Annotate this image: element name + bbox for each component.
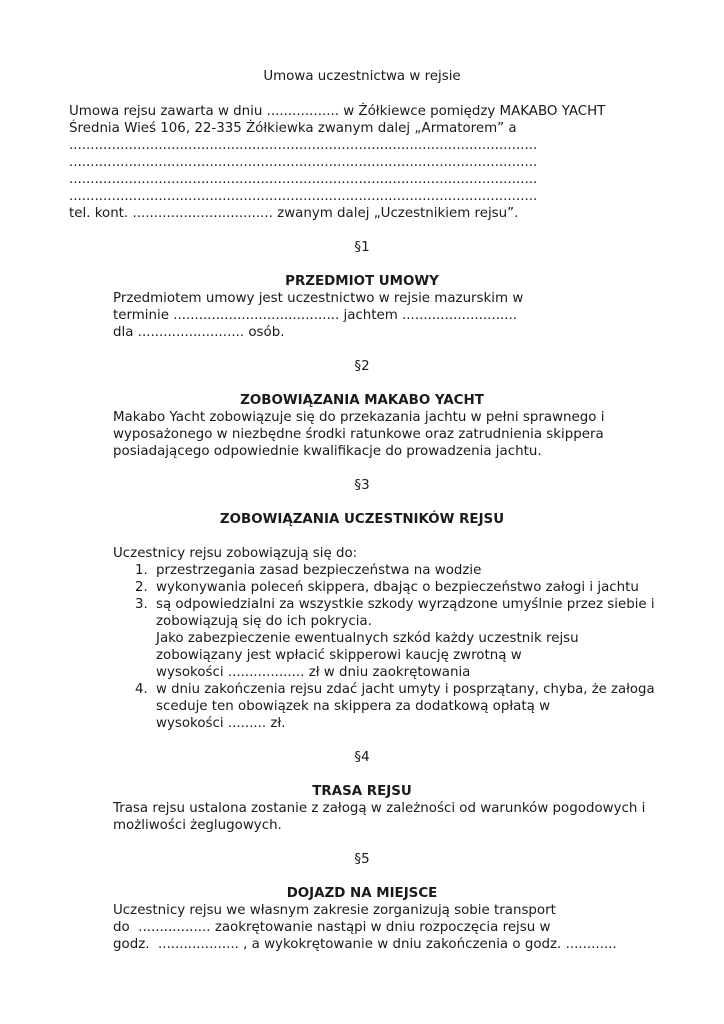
intro-dotted-line-1: .............................................................................................................. [69, 138, 538, 153]
list-number: 4. [135, 682, 148, 697]
section-1-line-1: Przedmiotem umowy jest uczestnictwo w rejsie mazurskim w [113, 291, 524, 306]
list-item-text: sceduje ten obowiązek na skippera za dodatkową opłatą w [156, 699, 551, 714]
list-item-text: przestrzegania zasad bezpieczeństwa na wodzie [156, 563, 482, 578]
list-item-text: zobowiązany jest wpłacić skipperowi kaucję zwrotną w [156, 648, 522, 663]
document-title: Umowa uczestnictwa w rejsie [263, 69, 461, 84]
list-item-text: wykonywania poleceń skippera, dbając o bezpieczeństwo załogi i jachtu [156, 580, 639, 595]
section-1-line-3: dla ......................... osób. [113, 325, 285, 340]
intro-line-2: Średnia Wieś 106, 22-335 Żółkiewka zwanym dalej „Armatorem” a [69, 121, 517, 136]
intro-dotted-line-3: .............................................................................................................. [69, 172, 538, 187]
list-number: 1. [135, 563, 148, 578]
section-5-line-3: godz. ................... , a wykokrętowanie w dniu zakończenia o godz. ............ [113, 937, 617, 952]
section-3-number: §3 [354, 478, 370, 493]
intro-dotted-line-4: .............................................................................................................. [69, 189, 538, 204]
section-4-line-1: Trasa rejsu ustalona zostanie z załogą w zależności od warunków pogodowych i [113, 801, 646, 816]
section-3-intro: Uczestnicy rejsu zobowiązują się do: [113, 546, 358, 561]
list-item-text: Jako zabezpieczenie ewentualnych szkód każdy uczestnik rejsu [156, 631, 579, 646]
intro-dotted-line-2: .............................................................................................................. [69, 155, 538, 170]
intro-line-1: Umowa rejsu zawarta w dniu ................. w Żółkiewce pomiędzy MAKABO YACHT [69, 104, 606, 119]
list-item-text: wysokości ......... zł. [156, 716, 286, 731]
list-number: 2. [135, 580, 148, 595]
section-2-line-1: Makabo Yacht zobowiązuje się do przekazania jachtu w pełni sprawnego i [113, 410, 605, 425]
list-item-text: zobowiązują się do ich pokrycia. [156, 614, 372, 629]
section-5-heading: DOJAZD NA MIEJSCE [286, 886, 438, 901]
section-2-line-3: posiadającego odpowiednie kwalifikacje do prowadzenia jachtu. [113, 444, 542, 459]
list-item-text: wysokości .................. zł w dniu zaokrętowania [156, 665, 471, 680]
intro-tel-line: tel. kont. ................................. zwanym dalej „Uczestnikiem rejsu”. [69, 206, 519, 221]
section-5-line-1: Uczestnicy rejsu we własnym zakresie zorganizują sobie transport [113, 903, 556, 918]
section-5-line-2: do ................. zaokrętowanie nastąpi w dniu rozpoczęcia rejsu w [113, 920, 551, 935]
list-item-text: są odpowiedzialni za wszystkie szkody wyrządzone umyślnie przez siebie i [156, 597, 655, 612]
section-3-heading: ZOBOWIĄZANIA UCZESTNIKÓW REJSU [219, 512, 505, 527]
section-2-line-2: wyposażonego w niezbędne środki ratunkowe oraz zatrudnienia skippera [113, 427, 604, 442]
section-5-number: §5 [354, 852, 370, 867]
section-4-line-2: możliwości żeglugowych. [113, 818, 282, 833]
section-4-heading: TRASA REJSU [312, 784, 412, 799]
section-2-number: §2 [354, 359, 370, 374]
list-number: 3. [135, 597, 148, 612]
section-4-number: §4 [354, 750, 370, 765]
section-1-heading: PRZEDMIOT UMOWY [285, 274, 439, 289]
section-2-heading: ZOBOWIĄZANIA MAKABO YACHT [240, 393, 484, 408]
list-item-text: w dniu zakończenia rejsu zdać jacht umyty i posprzątany, chyba, że załoga [156, 682, 655, 697]
section-1-number: §1 [354, 240, 370, 255]
section-1-line-2: terminie ....................................... jachtem ........................... [113, 308, 517, 323]
